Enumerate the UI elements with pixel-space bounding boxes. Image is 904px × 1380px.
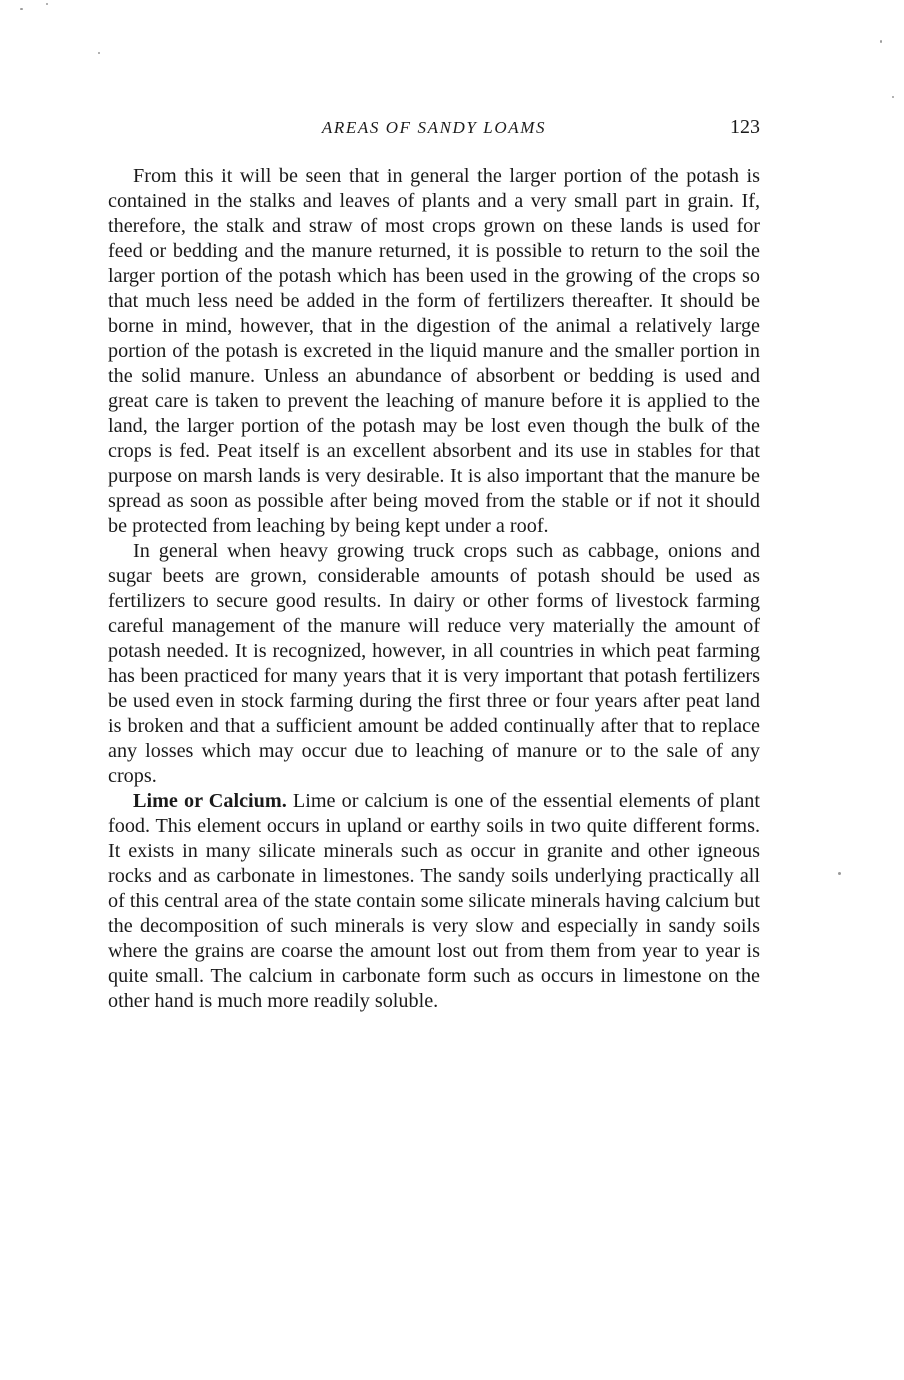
paragraph-text: From this it will be seen that in general the larger portion of the potash is contained in the stalks and leaves of plants and a very small part in grain. If, therefore, the stalk and straw of most crops grown on these lands is used for feed or bedding and the manure returned, it is possible to return to the soil the larger portion of the potash which has been used in the growing of the crops so that much less need be added in the form of fertilizers thereafter. It should be borne in mind, however, that in the digestion of the animal a relatively large portion of the potash is excreted in the liquid manure and the smaller portion in the solid manure. Unless an abundance of absorbent or bedding is used and great care is taken to prevent the leaching of manure before it is applied to the land, the larger portion of the potash may be lost even though the bulk of the crops is fed. Peat itself is an excellent absorbent and its use in stables for that purpose on marsh lands is very desirable. It is also important that the manure be spread as soon as possible after being moved from the stable or if not it should be protected from leaching by being kept under a roof. <box>108 165 760 537</box>
scan-speck <box>46 3 48 5</box>
scan-speck <box>98 52 100 54</box>
body-text <box>108 164 760 1014</box>
section-heading: Lime or Calcium. <box>133 790 287 812</box>
paragraph-text: In general when heavy growing truck crops such as cabbage, onions and sugar beets are grown, considerable amounts of potash should be used as fertilizers to secure good results. In dairy or other forms of livestock farming careful management of the manure will reduce very materially the amount of potash needed. It is recognized, however, in all countries in which peat farming has been practiced for many years that it is very important that potash fertilizers be used even in stock farming during the first three or four years after peat land is broken and that a sufficient amount be added continually after that to replace any losses which may occur due to leaching of manure or to the sale of any crops. <box>108 540 760 787</box>
paragraph-text: Lime or calcium is one of the essential elements of plant food. This element occurs in upland or earthy soils in two quite different forms. It exists in many silicate minerals such as occur in granite and other igneous rocks and as carbonate in limestones. The sandy soils underlying practically all of this central area of the state contain some silicate minerals having calcium but the decomposition of such minerals is very slow and especially in sandy soils where the grains are coarse the amount lost out from them from year to year is quite small. The calcium in carbonate form such as occurs in limestone on the other hand is much more readily soluble. <box>108 790 761 1012</box>
scan-speck <box>838 872 841 875</box>
page-number: 123 <box>730 116 760 138</box>
scan-speck <box>892 96 894 98</box>
scan-speck <box>880 40 882 43</box>
paragraph-potash-distribution <box>108 164 760 539</box>
scan-speck <box>20 8 23 10</box>
paragraph-truck-crops <box>108 539 760 789</box>
running-title: AREAS OF SANDY LOAMS <box>321 118 547 137</box>
paragraph-lime-calcium <box>108 789 760 1014</box>
running-head <box>108 118 760 144</box>
